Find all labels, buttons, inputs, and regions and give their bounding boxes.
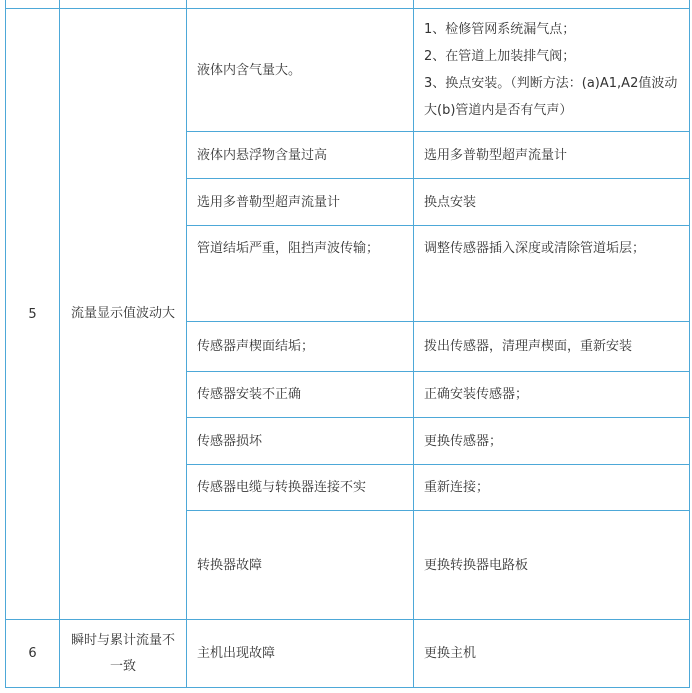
fix-cell: 正确安装传感器；	[414, 372, 690, 418]
table-row-prev	[6, 0, 690, 9]
cause-cell: 选用多普勒型超声流量计	[187, 179, 414, 226]
cause-cell: 液体内悬浮物含量过高	[187, 132, 414, 179]
row-number: 5	[6, 9, 60, 620]
table-row	[6, 620, 690, 688]
fix-cell: 更换主机	[414, 620, 690, 688]
cause-cell: 传感器损坏	[187, 418, 414, 465]
cause-cell: 主机出现故障	[187, 620, 414, 688]
fix-line: 1、检修管网系统漏气点；	[424, 22, 576, 37]
cause-cell: 传感器电缆与转换器连接不实	[187, 465, 414, 511]
fault-symptom: 瞬时与累计流量不一致	[60, 620, 187, 688]
cause-cell: 液体内含气量大。	[187, 9, 414, 132]
fault-symptom: 流量显示值波动大	[60, 9, 187, 620]
cause-cell: 管道结垢严重，阻挡声波传输；	[187, 226, 414, 322]
fix-cell: 重新连接；	[414, 465, 690, 511]
fix-cell: 拨出传感器，清理声楔面，重新安装	[414, 322, 690, 372]
fix-cell: 选用多普勒型超声流量计	[414, 132, 690, 179]
fix-cell: 更换转换器电路板	[414, 511, 690, 620]
table-row	[6, 9, 690, 132]
fix-cell	[414, 9, 690, 132]
fix-cell: 调整传感器插入深度或清除管道垢层；	[414, 226, 690, 322]
fix-line: 3、换点安装。（判断方法：(a)A1,A2值波动大(b)管道内是否有气声）	[424, 76, 678, 118]
fix-cell: 更换传感器；	[414, 418, 690, 465]
cause-cell: 转换器故障	[187, 511, 414, 620]
cause-cell: 传感器安装不正确	[187, 372, 414, 418]
fix-cell: 换点安装	[414, 179, 690, 226]
cause-cell: 传感器声楔面结垢；	[187, 322, 414, 372]
fix-line: 2、在管道上加装排气阀；	[424, 49, 576, 64]
troubleshooting-table	[5, 0, 690, 688]
row-number: 6	[6, 620, 60, 688]
